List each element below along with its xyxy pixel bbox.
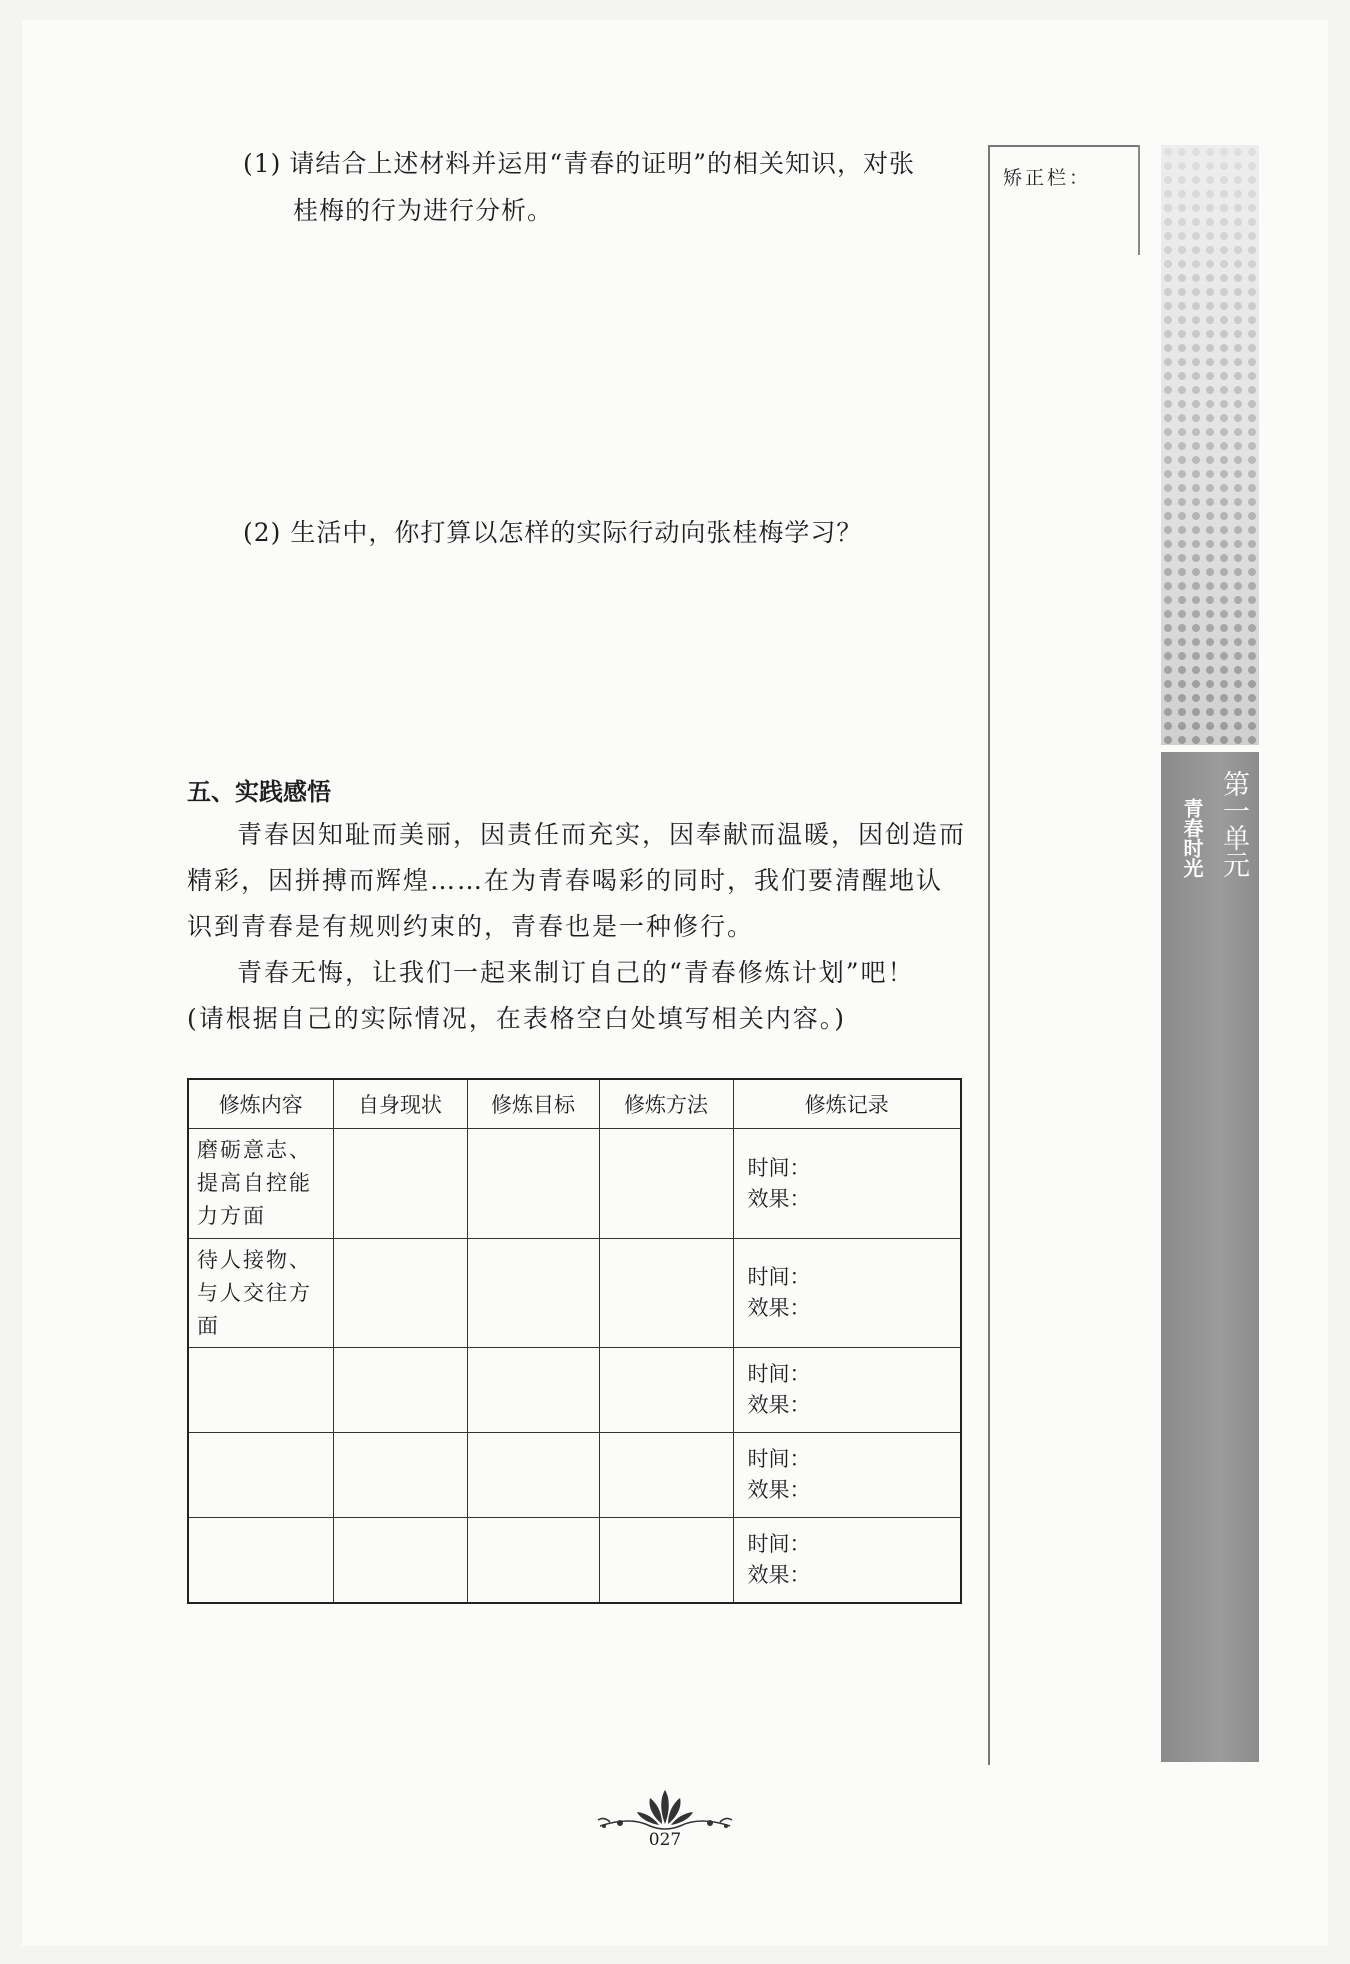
record-time: 时间： <box>747 1532 811 1556</box>
question-1 <box>243 140 973 234</box>
record-time: 时间： <box>747 1447 811 1471</box>
status-cell[interactable] <box>333 1239 467 1348</box>
record-effect: 效果： <box>747 1186 811 1211</box>
table-row <box>188 1518 961 1604</box>
goal-cell[interactable] <box>467 1239 599 1348</box>
question-1-line2: 桂梅的行为进行分析。 <box>293 196 554 225</box>
table-header-row <box>188 1079 961 1129</box>
record-time: 时间： <box>747 1155 811 1180</box>
training-plan-table <box>187 1078 962 1604</box>
status-cell[interactable] <box>333 1433 467 1518</box>
record-cell[interactable] <box>733 1239 961 1348</box>
row-content[interactable] <box>188 1348 333 1433</box>
method-cell[interactable] <box>599 1129 733 1239</box>
row-content: 待人接物、与人交往方面 <box>188 1239 333 1348</box>
record-cell[interactable] <box>733 1348 961 1433</box>
goal-cell[interactable] <box>467 1518 599 1604</box>
table-row <box>188 1433 961 1518</box>
unit-label: 第一单元 <box>1218 770 1249 878</box>
unit-name: 青春时光 <box>1180 798 1204 878</box>
table-row <box>188 1348 961 1433</box>
goal-cell[interactable] <box>467 1433 599 1518</box>
question-1-number: (1) <box>243 149 282 178</box>
unit-tab <box>1161 752 1259 1762</box>
paragraph-2: 青春无悔，让我们一起来制订自己的“青春修炼计划”吧！ <box>237 958 915 987</box>
record-cell[interactable] <box>733 1129 961 1239</box>
correction-column-border <box>988 145 990 1765</box>
question-2: (2) 生活中，你打算以怎样的实际行动向张桂梅学习？ <box>243 518 863 547</box>
section-body <box>187 812 967 1042</box>
goal-cell[interactable] <box>467 1129 599 1239</box>
record-effect: 效果： <box>747 1563 811 1587</box>
record-time: 时间： <box>747 1265 811 1289</box>
status-cell[interactable] <box>333 1348 467 1433</box>
paragraph-1: 青春因知耻而美丽，因责任而充实，因奉献而温暖，因创造而精彩，因拼搏而辉煌……在为青春喝彩的同时，我们要清醒地认识到青春是有规则约束的，青春也是一种修行。 <box>187 820 967 941</box>
correction-column-label: 矫正栏： <box>1003 167 1092 189</box>
header-record: 修炼记录 <box>733 1079 961 1129</box>
record-time: 时间： <box>747 1362 811 1386</box>
record-cell[interactable] <box>733 1433 961 1518</box>
method-cell[interactable] <box>599 1348 733 1433</box>
table-row <box>188 1239 961 1348</box>
question-1-line1: 请结合上述材料并运用“青春的证明”的相关知识，对张 <box>289 149 915 178</box>
status-cell[interactable] <box>333 1518 467 1604</box>
table-row <box>188 1129 961 1239</box>
header-method: 修炼方法 <box>599 1079 733 1129</box>
record-effect: 效果： <box>747 1478 811 1502</box>
record-effect: 效果： <box>747 1296 811 1320</box>
paragraph-3: (请根据自己的实际情况，在表格空白处填写相关内容。) <box>187 1004 847 1033</box>
status-cell[interactable] <box>333 1129 467 1239</box>
page-number: 027 <box>648 1830 682 1850</box>
method-cell[interactable] <box>599 1433 733 1518</box>
row-content: 磨砺意志、提高自控能力方面 <box>188 1129 333 1239</box>
floral-ornament-icon <box>590 1786 740 1834</box>
side-dot-pattern <box>1161 145 1259 745</box>
row-content[interactable] <box>188 1433 333 1518</box>
row-content[interactable] <box>188 1518 333 1604</box>
correction-column-top-border <box>988 145 1140 147</box>
goal-cell[interactable] <box>467 1348 599 1433</box>
header-goal: 修炼目标 <box>467 1079 599 1129</box>
header-content: 修炼内容 <box>188 1079 333 1129</box>
correction-column-right-border <box>1138 145 1140 255</box>
section-heading: 五、实践感悟 <box>187 778 331 806</box>
method-cell[interactable] <box>599 1518 733 1604</box>
header-status: 自身现状 <box>333 1079 467 1129</box>
record-effect: 效果： <box>747 1393 811 1417</box>
record-cell[interactable] <box>733 1518 961 1604</box>
method-cell[interactable] <box>599 1239 733 1348</box>
